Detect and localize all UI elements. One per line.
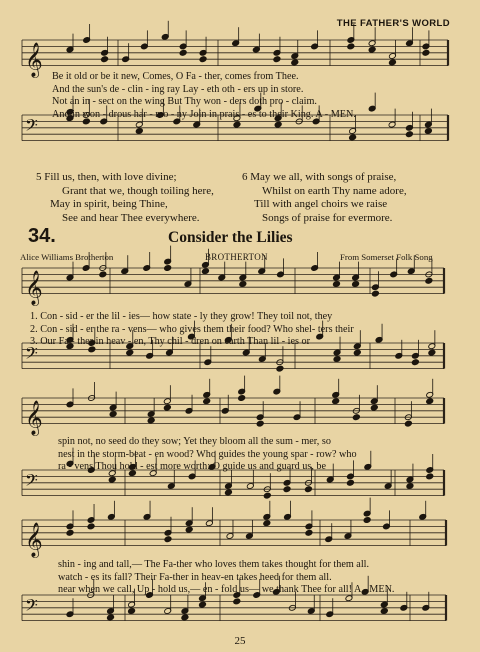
- treble-clef: 𝄞: [25, 42, 43, 78]
- note-head: [238, 395, 246, 402]
- note-head: [380, 608, 388, 615]
- stanza-line: Grant that we, though toiling here,: [62, 184, 214, 197]
- running-head: THE FATHER'S WORLD: [336, 18, 450, 29]
- lyric-line: 2. Con - sid - er the ra - vens— who gives them their food? Who shel- ters their: [30, 323, 354, 335]
- bass-clef: 𝄢: [25, 470, 38, 495]
- lyric-line: 3. Our Fa - ther in heav - en, Thy chil - dren on earth Than lil - ies or: [30, 336, 310, 348]
- note-head: [406, 483, 414, 490]
- note-head: [425, 277, 433, 284]
- note-head: [283, 486, 291, 493]
- note-head: [163, 404, 171, 411]
- note-head: [203, 398, 211, 405]
- note-head: [305, 529, 313, 536]
- stanza-line: 6 May we all, with songs of praise,: [242, 171, 397, 183]
- stanzas-left: [36, 171, 214, 225]
- note-head: [239, 281, 247, 288]
- note-head: [428, 349, 436, 356]
- note-head: [389, 59, 397, 66]
- note-head: [107, 614, 115, 621]
- hymn-source: From Somerset Folk Song: [340, 252, 433, 262]
- stanza-line: Till with angel choirs we raise: [254, 198, 388, 211]
- lyric-line: near when we call, Up - hold us,— en - fold us— we thank Thee for all! A - MEN.: [58, 584, 395, 596]
- note-head: [333, 281, 341, 288]
- hymn-number: 34.: [28, 225, 56, 247]
- lyric-line: nest in the storm-beat - en wood? Who guides the young spar - row? who: [58, 448, 357, 460]
- note-head: [422, 49, 430, 56]
- stanza-line: Songs of praise for evermore.: [262, 211, 393, 224]
- note-head: [128, 608, 136, 615]
- lyric-line: And in won - drous har - mo - ny Join in prais - es to their King. A - MEN.: [52, 109, 356, 121]
- stanza-line: Whilst on earth Thy name adore,: [262, 184, 407, 197]
- note-head: [135, 128, 143, 135]
- note-head: [199, 601, 207, 608]
- note-head: [99, 271, 107, 278]
- note-head: [199, 56, 207, 63]
- note-head: [202, 268, 210, 275]
- lyric-line: shin - ing and tall,— The Fa-ther who loves them takes thought for them all.: [58, 559, 370, 570]
- system3-lyrics: [58, 559, 394, 597]
- bass-clef: 𝄢: [25, 115, 38, 140]
- note-head: [352, 414, 360, 421]
- note-head: [406, 131, 414, 138]
- hymn-author: Alice Williams Brotherton: [20, 252, 114, 262]
- note-head: [179, 49, 187, 56]
- note-head: [411, 359, 419, 366]
- system2-lyrics: [58, 436, 357, 474]
- tune-name: BROTHERTON: [205, 252, 268, 262]
- note-head: [347, 43, 355, 50]
- note-head: [305, 486, 313, 493]
- note-head: [126, 349, 134, 356]
- note-head: [352, 281, 360, 288]
- bass-clef: 𝄢: [25, 595, 38, 620]
- prev-hymn-lyrics: [52, 71, 356, 122]
- note-head: [333, 356, 341, 363]
- stanzas-right: [242, 171, 407, 225]
- note-head: [147, 417, 155, 424]
- lyric-line: 1. Con - sid - er the lil - ies— how state - ly they grow! They toil not, they: [30, 311, 333, 322]
- note-head: [181, 614, 189, 621]
- lyric-line: ra - vens Thou hold - est more worth: O guide us and guard us, be: [58, 461, 327, 473]
- note-head: [109, 411, 117, 418]
- note-head: [263, 492, 271, 499]
- lyric-line: watch - es its fall? Their Fa-ther in heav-en takes heed for them all.: [58, 571, 332, 583]
- note-head: [276, 365, 284, 372]
- note-head: [349, 134, 357, 141]
- hymn-title: Consider the Lilies: [168, 229, 293, 246]
- treble-clef: 𝄞: [25, 270, 43, 306]
- note-head: [233, 598, 241, 605]
- note-head: [404, 420, 412, 427]
- note-head: [274, 121, 282, 128]
- note-head: [87, 523, 95, 530]
- note-head: [426, 398, 434, 405]
- stanza-line: May in spirit, being Thine,: [50, 198, 168, 211]
- note-head: [164, 265, 172, 272]
- lyric-line: And the sun's de - clin - ing ray Lay - eth oth - ers up in store.: [52, 83, 304, 95]
- stanza-line: 5 Fill us, then, with love divine;: [36, 171, 177, 183]
- note-head: [426, 473, 434, 480]
- note-head: [368, 46, 376, 53]
- note-head: [370, 404, 378, 411]
- lyric-line: spin not, no seed do they sow; Yet they bloom all the sum - mer, so: [58, 436, 331, 447]
- page-number: 25: [234, 635, 246, 647]
- treble-clef: 𝄞: [25, 400, 43, 436]
- stanza-line: See and hear Thee everywhere.: [62, 211, 200, 224]
- note-head: [66, 529, 74, 536]
- note-head: [263, 520, 271, 527]
- note-head: [424, 128, 432, 135]
- treble-clef: 𝄞: [25, 522, 43, 558]
- note-head: [233, 121, 241, 128]
- note-head: [108, 476, 116, 483]
- note-head: [291, 59, 299, 66]
- bass-clef: 𝄢: [25, 343, 38, 368]
- note-head: [101, 56, 109, 63]
- note-head: [256, 420, 264, 427]
- note-head: [363, 517, 371, 524]
- note-head: [185, 526, 193, 533]
- lyric-line: Be it old or be it new, Comes, O Fa - ther, comes from Thee.: [52, 71, 299, 82]
- note-head: [353, 349, 361, 356]
- note-head: [371, 290, 379, 297]
- lyric-line: Not an in - sect on the wing But Thy won - ders doth pro - claim.: [52, 96, 317, 108]
- note-head: [273, 56, 281, 63]
- note-head: [332, 398, 340, 405]
- system1-lyrics: [30, 311, 354, 349]
- note-head: [347, 479, 355, 486]
- note-head: [225, 489, 233, 496]
- note-head: [164, 536, 172, 543]
